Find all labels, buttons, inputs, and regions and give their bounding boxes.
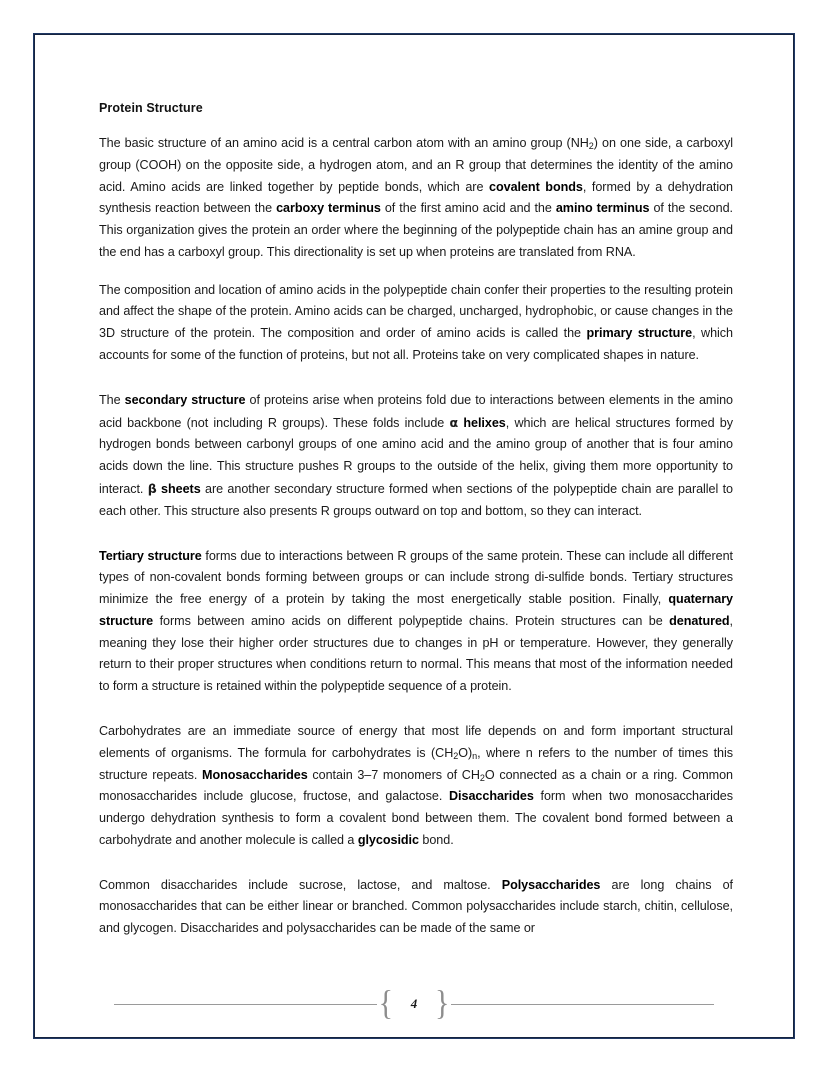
text-run: , formed by a dehydration synthesis reaction between the bbox=[99, 179, 734, 216]
paragraph-polysaccharides bbox=[99, 875, 733, 940]
text-run: , which accounts for some of the function of proteins, but not all. Proteins take on very complicated shapes in nature. bbox=[99, 326, 733, 363]
greek-letter: β bbox=[147, 480, 157, 496]
bold-term: Polysaccharides bbox=[501, 877, 601, 892]
text-run: , which are helical structures formed by hydrogen bonds between carbonyl groups of one amino acid and the amino group of another that is four amino acids down the line. This structure pushes R groups to the outside of the helix, giving them more opportunity to interact. bbox=[99, 415, 733, 496]
bold-term: quaternary structure bbox=[99, 592, 733, 628]
text-run: Common disaccharides include sucrose, lactose, and maltose. bbox=[99, 877, 502, 892]
page-number: 4 bbox=[410, 996, 418, 1011]
text-run: of the second. This organization gives the protein an order where the beginning of the polypeptide chain has an amine group and the end has a carboxyl group. This directionality is set up when proteins are translated from RNA. bbox=[99, 201, 733, 259]
paragraph-primary-structure bbox=[99, 280, 733, 367]
text-run: of proteins arise when proteins fold due to interactions between elements in the amino acid backbone (not including R groups). These folds include bbox=[99, 392, 734, 430]
text-run: are another secondary structure formed when sections of the polypeptide chain are parallel to each other. This structure also presents R groups outward on top and bottom, so they can interact. bbox=[99, 481, 734, 518]
page-footer bbox=[35, 984, 793, 1023]
text-run: of the first amino acid and the bbox=[380, 201, 556, 216]
paragraph-amino-acid-basics bbox=[99, 133, 733, 264]
greek-letter: α bbox=[449, 414, 459, 430]
text-run: are long chains of monosaccharides that can be either linear or branched. Common polysaccharides include starch, chitin, cellulose, and glycogen. Disaccharides and polysaccharides can be made of the same or bbox=[99, 877, 733, 936]
text-run: O connected as a chain or a ring. Common monosaccharides include glucose, fructose, and galactose. bbox=[99, 767, 733, 804]
footer-rule-right bbox=[451, 1004, 714, 1005]
text-run: , meaning they lose their higher order structures due to changes in pH or temperature. However, they generally return to their proper structures when conditions return to normal. This means that most of the information needed to form a structure is retained within the polypeptide sequence of a protein. bbox=[99, 613, 733, 694]
document-body bbox=[99, 101, 733, 963]
subscript-text: 2 bbox=[453, 750, 459, 761]
bold-term: Disaccharides bbox=[449, 789, 534, 804]
bold-term: primary structure bbox=[586, 326, 693, 341]
paragraph-container bbox=[99, 133, 733, 940]
paragraph-carbohydrates bbox=[99, 721, 733, 852]
bold-term: glycosidic bbox=[357, 832, 419, 847]
bold-term: sheets bbox=[156, 481, 201, 496]
text-run: The composition and location of amino acids in the polypeptide chain confer their properties to the resulting protein and affect the shape of the protein. Amino acids can be charged, uncharged, hydrophobic, or cause changes in the 3D structure of the protein. The composition and order of amino acids is called the bbox=[99, 282, 733, 341]
text-run: The basic structure of an amino acid is a central carbon atom with an amino group (NH bbox=[99, 136, 589, 150]
text-run: ) on one side, a carboxyl group (COOH) on the opposite side, a hydrogen atom, and an R group that determines the identity of the amino acid. Amino acids are linked together by peptide bonds, which are bbox=[99, 136, 733, 194]
bold-term: Tertiary structure bbox=[99, 548, 202, 563]
bold-term: secondary structure bbox=[124, 392, 246, 407]
paragraph-secondary-structure bbox=[99, 390, 733, 523]
subscript-text: 2 bbox=[479, 772, 485, 783]
page-border-frame bbox=[33, 33, 795, 1039]
bold-term: denatured bbox=[669, 613, 730, 628]
bold-term: helixes bbox=[458, 415, 506, 430]
text-run: Carbohydrates are an immediate source of energy that most life depends on and form important structural elements of organisms. The formula for carbohydrates is (CH bbox=[99, 723, 733, 760]
bold-term: Monosaccharides bbox=[202, 767, 308, 782]
footer-rule-left bbox=[114, 1004, 377, 1005]
page-title: Protein Structure bbox=[99, 101, 203, 115]
bold-term: carboxy terminus bbox=[276, 201, 381, 216]
brace-right-icon: } bbox=[435, 984, 450, 1023]
subscript-text: n bbox=[472, 750, 478, 761]
bold-term: amino terminus bbox=[555, 201, 650, 216]
subscript-text: 2 bbox=[588, 140, 594, 151]
text-run: O) bbox=[458, 745, 473, 760]
brace-left-icon: { bbox=[378, 984, 393, 1023]
paragraph-tertiary-quaternary-structure bbox=[99, 546, 733, 698]
text-run: forms between amino acids on different polypeptide chains. Protein structures can be bbox=[153, 613, 670, 628]
bold-term: covalent bonds bbox=[489, 179, 583, 194]
text-run: bond. bbox=[418, 832, 454, 847]
text-run: contain 3–7 monomers of CH bbox=[307, 767, 480, 782]
text-run: form when two monosaccharides undergo dehydration synthesis to form a covalent bond between them. The covalent bond formed between a carbohydrate and another molecule is called a bbox=[99, 789, 733, 847]
text-run: The bbox=[99, 392, 125, 407]
text-run: , where n refers to the number of times this structure repeats. bbox=[99, 745, 733, 782]
text-run: forms due to interactions between R groups of the same protein. These can include all different types of non-covalent bonds forming between groups or can include strong di-sulfide bonds. Tertiary structures minimize the free energy of a protein by taking the most energetically stable position. Finally, bbox=[99, 548, 734, 607]
